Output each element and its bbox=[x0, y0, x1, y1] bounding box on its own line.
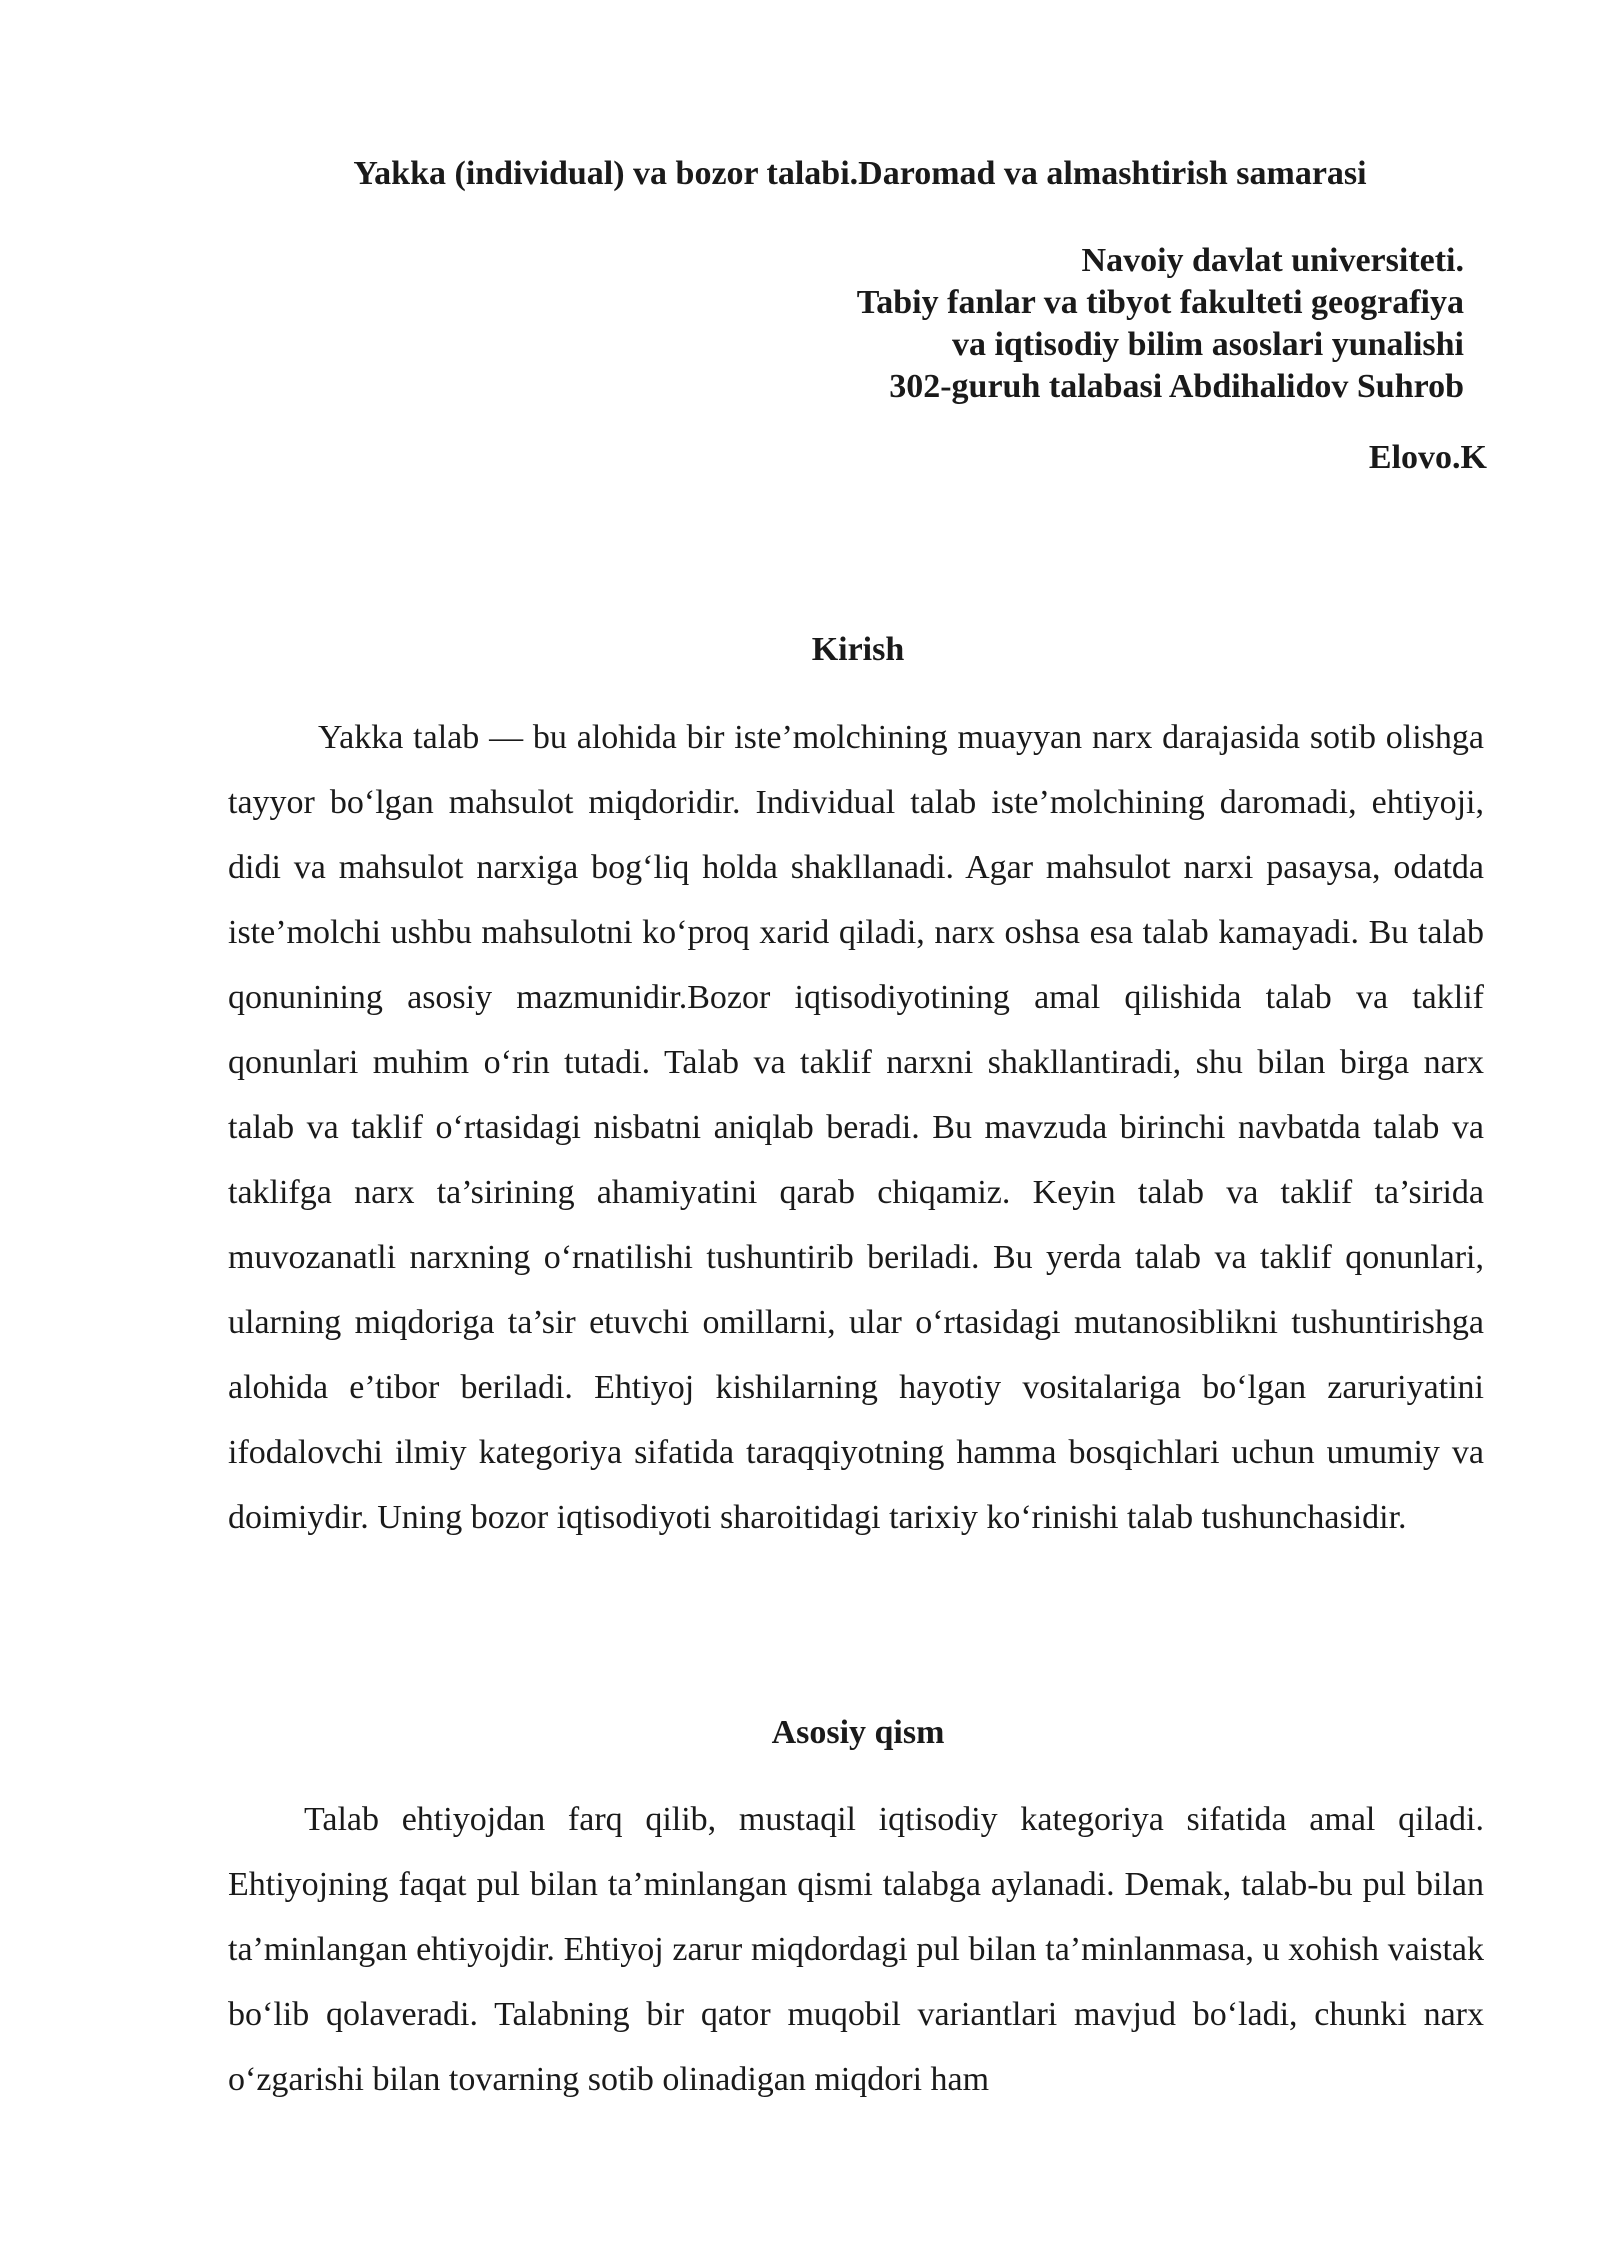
main-paragraph: Talab ehtiyojdan farq qilib, mustaqil iqtisodiy kategoriya sifatida amal qiladi. Ehtiyojning faqat pul bilan ta’minlangan qismi talabga aylanadi. Demak, talab-bu pul bilan ta’minlangan ehtiyojdir. Ehtiyoj zarur miqdordagi pul bilan ta’minlanmasa, u xohish vaistak bo‘lib qolaveradi. Talabning bir qator muqobil variantlari mavjud bo‘ladi, chunki narx o‘zgarishi bilan tovarning sotib olinadigan miqdori ham bbox=[228, 1801, 1484, 2098]
teacher-name: Elovo.K bbox=[1368, 439, 1487, 476]
document-title: Yakka (individual) va bozor talabi.Daromad va almashtirish samarasi bbox=[353, 155, 1367, 192]
affiliation-faculty: Tabiy fanlar va tibyot fakulteti geografiya bbox=[856, 284, 1464, 321]
section-heading-main: Asosiy qism bbox=[771, 1714, 945, 1751]
author-affiliation bbox=[857, 240, 1464, 408]
affiliation-department: va iqtisodiy bilim asoslari yunalishi bbox=[951, 326, 1464, 363]
affiliation-student: 302-guruh talabasi Abdihalidov Suhrob bbox=[889, 368, 1464, 405]
intro-paragraph: Yakka talab — bu alohida bir iste’molchining muayyan narx darajasida sotib olishga tayyor bo‘lgan mahsulot miqdoridir. Individual talab iste’molchining daromadi, ehtiyoji, didi va mahsulot narxiga bog‘liq holda shakllanadi. Agar mahsulot narxi pasaysa, odatda iste’molchi ushbu mahsulotni ko‘proq xarid qiladi, narx oshsa esa talab kamayadi. Bu talab qonunining asosiy mazmunidir.Bozor iqtisodiyotining amal qilishida talab va taklif qonunlari muhim o‘rin tutadi. Talab va taklif narxni shakllantiradi, shu bilan birga narx talab va taklif o‘rtasidagi nisbatni aniqlab beradi. Bu mavzuda birinchi navbatda talab va taklifga narx ta’sirining ahamiyatini qarab chiqamiz. Keyin talab va taklif ta’sirida muvozanatli narxning o‘rnatilishi tushuntirib beriladi. Bu yerda talab va taklif qonunlari, ularning miqdoriga ta’sir etuvchi omillarni, ular o‘rtasidagi mutanosiblikni tushuntirishga alohida e’tibor beriladi. Ehtiyoj kishilarning hayotiy vositalariga bo‘lgan zaruriyatini ifodalovchi ilmiy kategoriya sifatida taraqqiyotning hamma bosqichlari uchun umumiy va doimiydir. Uning bozor iqtisodiyoti sharoitidagi tarixiy ko‘rinishi talab tushunchasidir. bbox=[228, 719, 1484, 1536]
section-heading-intro: Kirish bbox=[811, 631, 905, 668]
affiliation-university: Navoiy davlat universiteti. bbox=[1081, 242, 1464, 279]
